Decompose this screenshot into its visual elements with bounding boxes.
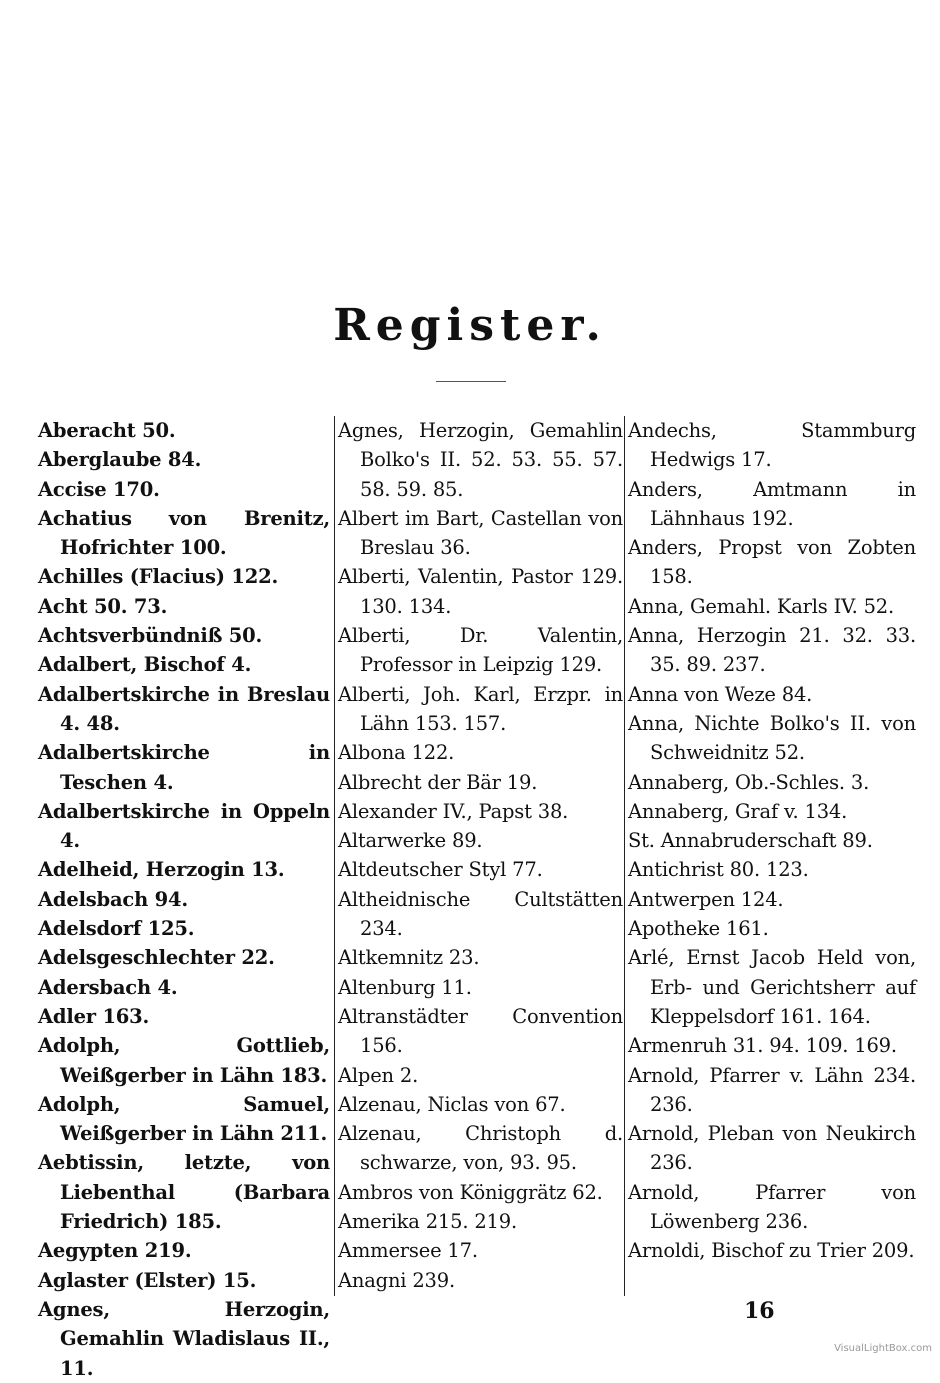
index-entry: Adalbert, Bischof 4. [38,653,252,677]
index-entry: Annaberg, Graf v. 134. [628,799,848,823]
index-entry: Altranstädter Convention 156. [338,1004,623,1058]
index-entry: Altdeutscher Styl 77. [338,858,543,882]
index-entry: Arlé, Ernst Jacob Held von, Erb- und Gerichtsherr auf Kleppelsdorf 161. 164. [628,946,916,1028]
index-entry: Arnold, Pleban von Neukirch 236. [628,1122,916,1175]
index-entry: Annaberg, Ob.-Schles. 3. [628,770,870,794]
index-entry: Alberti, Joh. Karl, Erzpr. in Lähn 153. 157. [338,682,623,735]
index-entry: Adalbertskirche in Oppeln 4. [38,799,330,853]
index-entry: Adolph, Samuel, Weißgerber in Lähn 211. [38,1092,330,1146]
index-entry: Alberti, Valentin, Pastor 129. 130. 134. [338,565,623,618]
index-entry: Anagni 239. [338,1268,455,1292]
index-entry: Antwerpen 124. [628,887,784,911]
index-entry: Agnes, Herzogin, Gemahlin Bolko's II. 52. 53. 55. 57. 58. 59. 85. [338,419,623,501]
index-entry: Achilles (Flacius) 122. [38,565,279,589]
index-entry: Alexander IV., Papst 38. [338,799,569,823]
index-entry: Alberti, Dr. Valentin, Professor in Leipzig 129. [338,624,623,677]
watermark: VisualLightBox.com [834,1343,932,1354]
title-ornament-rule [436,381,506,382]
index-entry: Anna, Gemahl. Karls IV. 52. [628,594,894,618]
index-entry: Adelsgeschlechter 22. [38,946,275,970]
index-entry: Achtsverbündniß 50. [38,624,263,648]
index-entry: Ambros von Königgrätz 62. [338,1180,603,1204]
index-entry: Adolph, Gottlieb, Weißgerber in Lähn 183. [38,1034,330,1087]
index-entry: Albrecht der Bär 19. [338,770,538,794]
index-entry: Aberglaube 84. [38,448,202,472]
index-entry: Adelheid, Herzogin 13. [38,858,285,882]
index-column-2 [334,416,623,1296]
index-entry: Aglaster (Elster) 15. [38,1268,257,1292]
index-entry: Altheidnische Cultstätten 234. [338,887,623,941]
page-title: Register. [333,300,607,351]
index-column-1 [38,416,330,1380]
index-entry: Aebtissin, letzte, von Liebenthal (Barbara Friedrich) 185. [38,1151,330,1234]
index-entry: Aegypten 219. [38,1239,192,1263]
index-entry: Arnoldi, Bischof zu Trier 209. [628,1239,915,1263]
index-entry: Armenruh 31. 94. 109. 169. [628,1034,897,1058]
index-entry: Anders, Propst von Zobten 158. [628,536,916,589]
index-entry: Albert im Bart, Castellan von Breslau 36. [338,506,623,560]
index-entry: Adalbertskirche in Breslau 4. 48. [38,682,330,735]
index-entry: Anna, Nichte Bolko's II. von Schweidnitz 52. [628,711,916,765]
index-entry: Aberacht 50. [38,419,176,442]
index-entry: Accise 170. [38,477,160,501]
index-entry: Achatius von Brenitz, Hofrichter 100. [38,506,330,560]
index-entry: Agnes, Herzogin, Gemahlin Wladislaus II., 11. [38,1297,330,1380]
index-entry: Altkemnitz 23. [338,946,480,970]
index-entry: Adalbertskirche in Teschen 4. [38,741,330,794]
index-entry: Andechs, Stammburg Hedwigs 17. [628,419,916,472]
page-number: 16 [744,1298,775,1324]
index-entry: Antichrist 80. 123. [628,858,809,882]
index-entry: Albona 122. [338,741,455,765]
index-entry: Apotheke 161. [628,917,769,941]
index-entry: Adelsdorf 125. [38,917,195,941]
index-entry: Arnold, Pfarrer von Löwenberg 236. [628,1180,916,1234]
index-entry: Acht 50. 73. [38,594,168,618]
index-entry: Adelsbach 94. [38,887,188,911]
index-entry: Anna, Herzogin 21. 32. 33. 35. 89. 237. [628,624,916,677]
index-entry: Alzenau, Christoph d. schwarze, von, 93. 95. [338,1122,623,1175]
index-entry: Adersbach 4. [38,975,178,999]
index-entry: St. Annabruderschaft 89. [628,829,873,853]
index-entry: Arnold, Pfarrer v. Lähn 234. 236. [628,1063,916,1116]
index-entry: Ammersee 17. [338,1239,478,1263]
index-entry: Alzenau, Niclas von 67. [338,1092,566,1116]
index-entry: Anna von Weze 84. [628,682,813,706]
index-entry: Adler 163. [38,1004,150,1028]
index-entry: Anders, Amtmann in Lähnhaus 192. [628,477,916,530]
index-entry: Alpen 2. [338,1063,419,1087]
index-entry: Altenburg 11. [338,975,472,999]
index-entry: Altarwerke 89. [338,829,483,853]
index-column-3 [624,416,916,1296]
index-entry: Amerika 215. 219. [338,1210,517,1234]
